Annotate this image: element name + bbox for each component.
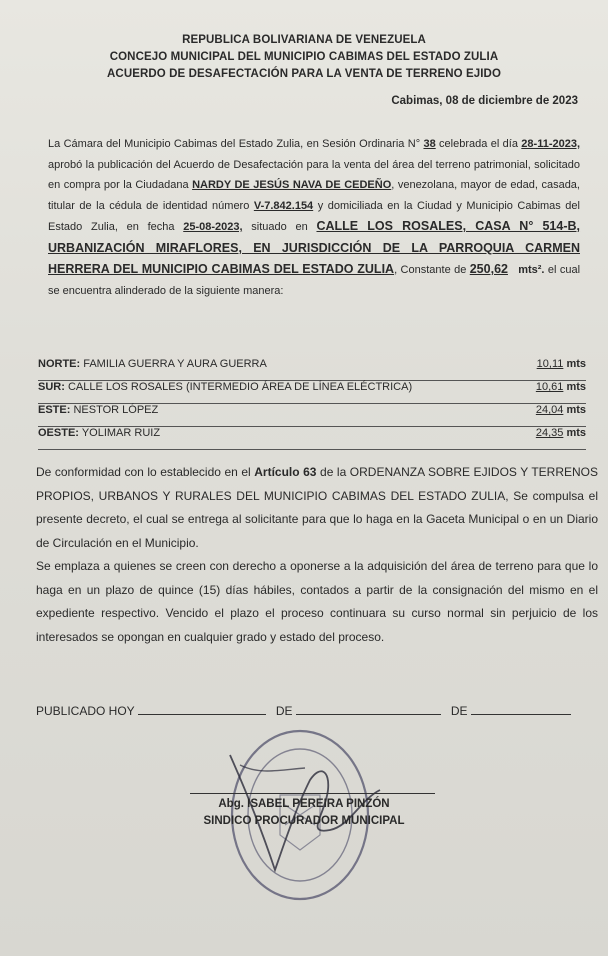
intro-text-2: celebrada el día [435, 138, 522, 150]
boundary-value: 24,04 [535, 404, 564, 416]
intro-text-4: , venezolana, mayor de edad, casada, titular de la cédula de identidad número [48, 179, 580, 212]
boundary-unit: mts [566, 427, 586, 439]
intro-text-7: , Constante de [394, 264, 470, 276]
signatory-title: SINDICO PROCURADOR MUNICIPAL [203, 815, 405, 827]
header-republic: REPUBLICA BOLIVARIANA DE VENEZUELA [182, 34, 426, 46]
boundary-label: SUR: [38, 381, 65, 393]
header-agreement-title: ACUERDO DE DESAFECTACIÓN PARA LA VENTA DE TERRENO EJIDO [107, 68, 501, 80]
published-blank-2 [296, 702, 441, 715]
boundary-unit: mts [566, 358, 586, 370]
boundary-label: OESTE: [38, 427, 79, 439]
boundary-value: 24,35 [535, 427, 564, 439]
intro-text-6: situado en [242, 221, 317, 233]
intro-text-5: y domiciliada en la Ciudad y Municipio Cabimas del Estado Zulia, en fecha [48, 199, 580, 233]
id-number: V-7.842.154 [253, 199, 314, 212]
intro-paragraph [48, 134, 580, 301]
document-date: Cabimas, 08 de diciembre de 2023 [391, 95, 578, 107]
property-area: 250,62 [469, 262, 508, 276]
boundary-unit: mts [566, 404, 586, 416]
request-date: 25-08-2023, [183, 221, 243, 233]
boundary-row-north [38, 358, 586, 381]
session-date: 28-11-2023, [521, 138, 581, 150]
published-today-label: PUBLICADO HOY [36, 704, 135, 718]
de-label-2: DE [450, 704, 468, 718]
intro-text-3: aprobó la publicación del Acuerdo de Desafectación para la venta del área del terreno patrimonial, solicitado en compra por la Ciudadana [48, 158, 580, 191]
boundary-row-west [38, 427, 586, 450]
intro-text-8: el cual se encuentra alinderado de la siguiente manera: [48, 264, 581, 297]
boundary-description: CALLE LOS ROSALES (INTERMEDIO ÁREA DE LÍNEA ELÉCTRICA) [67, 381, 413, 393]
boundary-measure [536, 404, 586, 416]
applicant-name: NARDY DE JESÚS NAVA DE CEDEÑO [192, 179, 392, 191]
handwritten-signature [210, 740, 410, 880]
boundary-measure [536, 381, 586, 393]
session-number: 38 [423, 138, 436, 150]
body-paragraphs [36, 461, 598, 649]
published-blank-1 [138, 702, 266, 715]
boundary-value: 10,61 [535, 381, 564, 393]
signature-line [190, 793, 435, 794]
intro-text-1: La Cámara del Municipio Cabimas del Estado Zulia, en Sesión Ordinaria N° [48, 138, 424, 150]
boundary-row-south [38, 381, 586, 404]
boundary-row-east [38, 404, 586, 427]
ordinance-text-1: De conformidad con lo establecido en el [36, 465, 255, 479]
article-reference: Artículo 63 [254, 465, 317, 479]
boundary-unit: mts [566, 381, 586, 393]
boundaries-list [38, 358, 586, 450]
boundary-label: ESTE: [38, 404, 71, 416]
property-address: CALLE LOS ROSALES, CASA N° 514-B, URBANIZACIÓN MIRAFLORES, EN JURISDICCIÓN DE LA PARROQUIA CARMEN HERRERA DEL MUNICIPIO CABIMAS DEL ESTADO ZULIA [48, 219, 581, 276]
header-council: CONCEJO MUNICIPAL DEL MUNICIPIO CABIMAS DEL ESTADO ZULIA [109, 51, 499, 63]
boundary-label: NORTE: [38, 358, 81, 370]
publication-line [36, 702, 596, 718]
boundary-description: FAMILIA GUERRA Y AURA GUERRA [83, 358, 267, 370]
signatory-name: Abg. ISABEL PEREIRA PINZÓN [218, 798, 390, 810]
ordinance-text-2: de la ORDENANZA SOBRE EJIDOS Y TERRENOS PROPIOS, URBANOS Y RURALES DEL MUNICIPIO CABIMAS DEL ESTADO ZULIA, Se compulsa el presente decreto, el cual se entrega al solicitante para que lo haga en la Gaceta Municipal o en un Diario de Circulación en el Municipio. [36, 465, 599, 550]
boundary-value: 10,11 [536, 358, 564, 370]
de-label-1: DE [275, 704, 293, 718]
published-blank-3 [471, 702, 571, 715]
boundary-measure [536, 427, 586, 439]
summons-paragraph: Se emplaza a quienes se creen con derecho a oponerse a la adquisición del área de terreno para que lo haga en un plazo de quince (15) días hábiles, contados a partir de la consignación del mismo en el expediente respectivo. Vencido el plazo el proceso continuara su curso normal sin perjuicio de los interesados se opongan en cualquier grado y estado del proceso. [36, 559, 598, 644]
boundary-description: NESTOR LÓPEZ [73, 404, 159, 416]
boundary-description: YOLIMAR RUIZ [81, 427, 161, 439]
area-unit: mts². [518, 264, 545, 276]
ordinance-paragraph [36, 461, 598, 555]
boundary-measure [537, 358, 586, 370]
